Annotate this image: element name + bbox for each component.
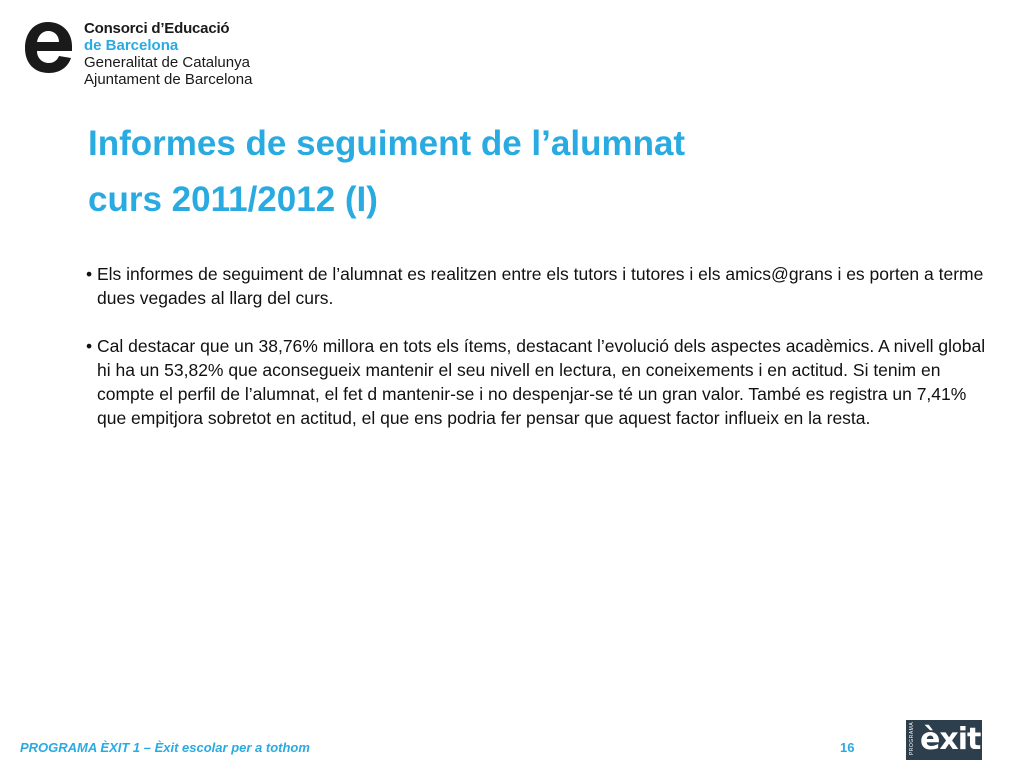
consorci-logo (22, 18, 252, 88)
footer-program-label: PROGRAMA ÈXIT 1 – Èxit escolar per a tothom (20, 740, 310, 755)
bullet-icon: • (86, 336, 93, 356)
exit-logo-word: èxit (920, 722, 981, 757)
paragraph-text: Cal destacar que un 38,76% millora en tots els ítems, destacant l’evolució dels aspectes acadèmics. A nivell global hi ha un 53,82% que aconsegueix mantenir el seu nivell en lectura, en coneixements i en actitud. Si tenim en compte el perfil de l’alumnat, el fet d mantenir-se i no despenjar-se té un gran valor. També es registra un 7,41% que empitjora sobretot en actitud, el que ens podria fer pensar que aquest factor influeix en la resta. (97, 336, 986, 428)
bullet-paragraph (86, 262, 991, 310)
letter-e-logo-icon (22, 18, 74, 76)
logo-line-ajuntament: Ajuntament de Barcelona (84, 71, 253, 88)
bullet-paragraph (86, 334, 991, 430)
slide-title-line-2: curs 2011/2012 (I) (88, 180, 378, 219)
logo-line-barcelona: de Barcelona (84, 37, 179, 54)
logo-line-generalitat: Generalitat de Catalunya (84, 54, 250, 71)
page-number: 16 (840, 740, 855, 755)
slide-body (86, 262, 991, 430)
logo-line-consorci: Consorci d’Educació (84, 20, 230, 37)
slide-title-line-1: Informes de seguiment de l’alumnat (88, 124, 686, 163)
slide-title (88, 116, 685, 228)
exit-logo-side-text: PROGRAMA (909, 721, 915, 755)
exit-program-logo (906, 720, 982, 760)
logo-text (84, 20, 252, 88)
bullet-icon: • (86, 264, 93, 284)
paragraph-text: Els informes de seguiment de l’alumnat es realitzen entre els tutors i tutores i els amics@grans i es porten a terme dues vegades al llarg del curs. (97, 264, 984, 308)
